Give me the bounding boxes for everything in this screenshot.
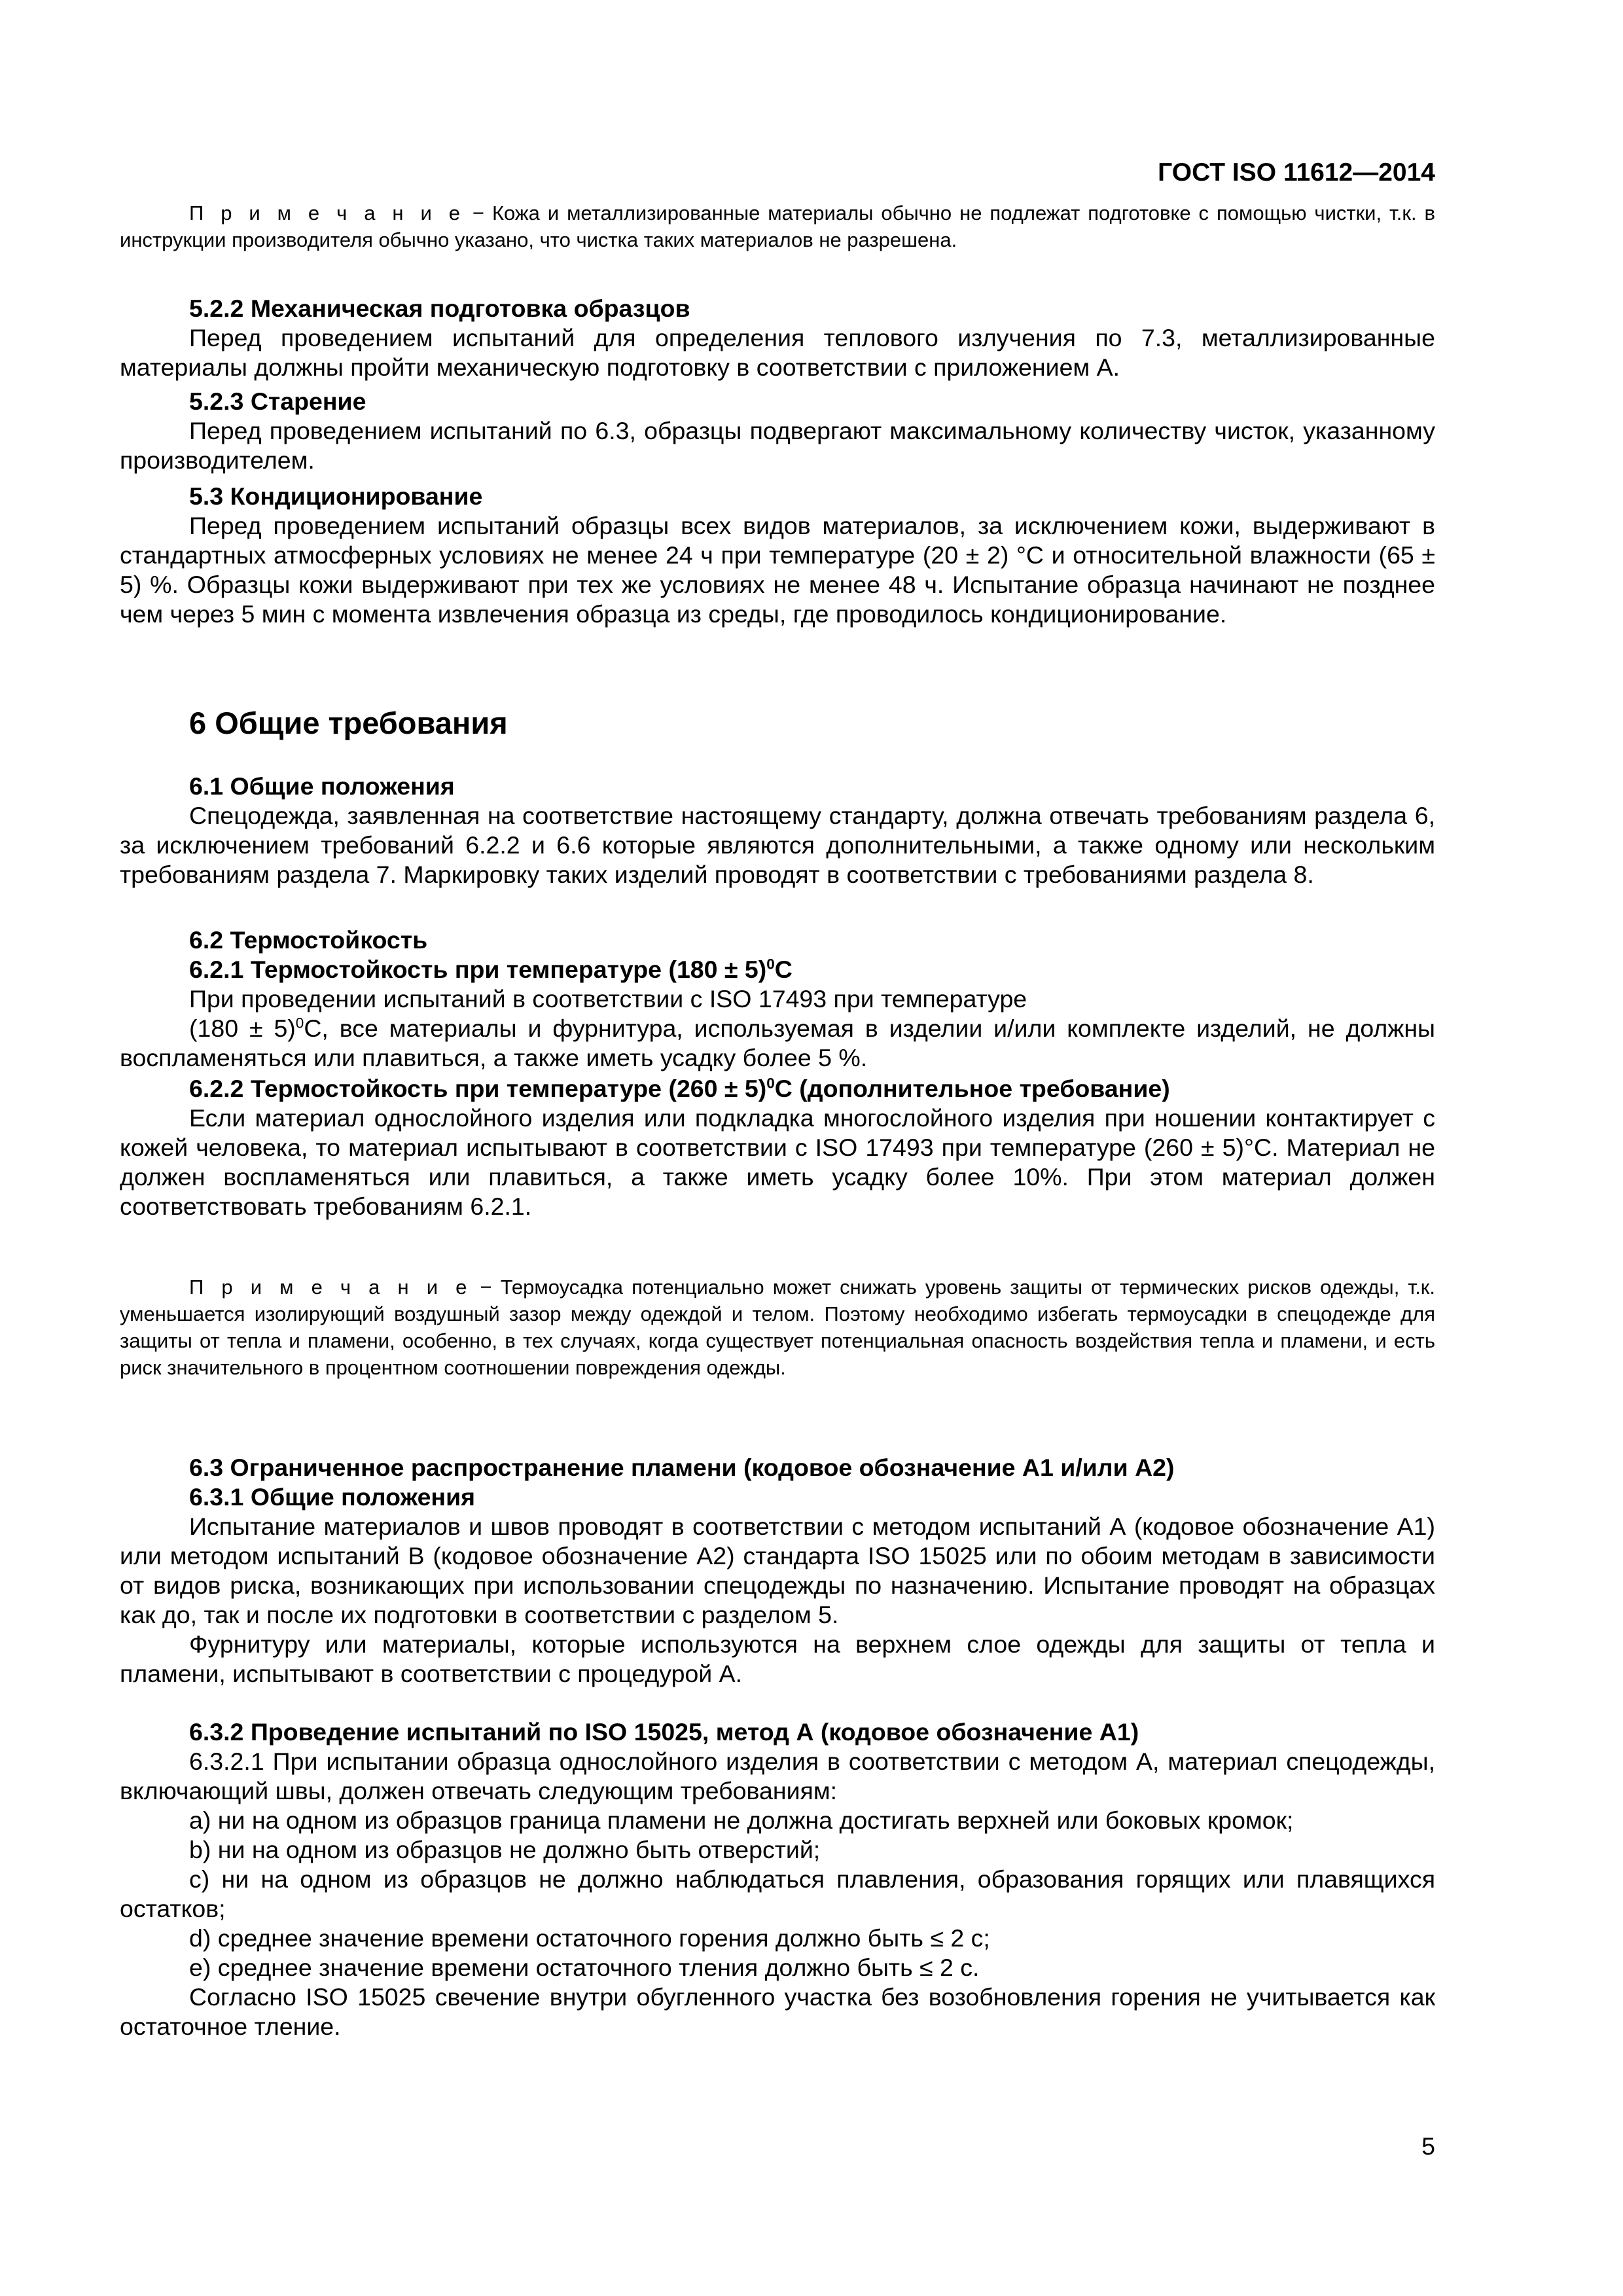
note-1 (120, 200, 1435, 253)
section-heading-6-3-1: 6.3.1 Общие положения (189, 1483, 476, 1511)
paragraph-line: При проведении испытаний в соответствии с ISO 17493 при температуре (189, 985, 1027, 1013)
chapter-heading: 6 Общие требования (189, 706, 508, 740)
section-heading-6-2-1: 6.2.1 Термостойкость при температуре $(180 \pm 5)^0С$ (189, 956, 793, 983)
document-header: ГОСТ ISO 11612—2014 (1158, 158, 1435, 187)
section-6 (120, 704, 1435, 743)
page-number: 5 (1421, 2132, 1435, 2160)
paragraph: $(180 \pm 5)^0С$, все материалы и фурнитура, используемая в изделии и/или комплекте изделий, не должны воспламеняться или плавиться, а также иметь усадку более 5 %. (120, 1014, 1435, 1071)
note-2 (120, 1274, 1435, 1381)
section-heading: 6.2 Термостойкость (189, 926, 428, 954)
section-heading: 5.2.3 Старение (189, 387, 366, 415)
paragraph: Перед проведением испытаний по 6.3, образцы подвергают максимальному количеству чисток, указанному производителем. (120, 417, 1435, 474)
section-heading: 5.3 Кондиционирование (189, 482, 483, 510)
section-6-2 (120, 925, 1435, 1073)
paragraph: Согласно ISO 15025 свечение внутри обугленного участка без возобновления горения не учитывается как остаточное тление. (120, 1983, 1435, 2040)
paragraph: Перед проведением испытаний для определения теплового излучения по 7.3, металлизированные материалы должны пройти механическую подготовку в соответствии с приложением А. (120, 324, 1435, 381)
note-label: П р и м е ч а н и е (189, 202, 465, 224)
section-5-2-2 (120, 294, 1435, 382)
section-heading: 5.2.2 Механическая подготовка образцов (189, 295, 690, 322)
section-heading: 6.3 Ограниченное распространение пламени (кодовое обозначение А1 и/или А2) (189, 1454, 1175, 1481)
section-heading: 6.1 Общие положения (189, 772, 455, 800)
note-label: П р и м е ч а н и е (189, 1276, 472, 1299)
section-5-3 (120, 482, 1435, 629)
section-heading: 6.2.2 Термостойкость при температуре $(260 \pm 5)^0С$ (дополнительное требование) (189, 1075, 1170, 1102)
section-heading: 6.3.2 Проведение испытаний по ISO 15025, метод А (кодовое обозначение А1) (189, 1718, 1139, 1746)
section-6-3-2 (120, 1717, 1435, 2041)
list-item: b) ни на одном из образцов не должно быть отверстий; (189, 1836, 821, 1863)
list-item: a) ни на одном из образцов граница пламени не должна достигать верхней или боковых кромок; (189, 1806, 1294, 1834)
note-text: − Термоусадка потенциально может снижать уровень защиты от термических рисков одежды, т.к. уменьшается изолирующий воздушный зазор между одеждой и телом. Поэтому необходимо избегать термоусадки в спецодежде для защиты от тепла и пламени, особенно, в тех случаях, когда существует потенциальная опасность воздействия тепла и пламени, и есть риск значительного в процентном соотношении повреждения одежды. (120, 1276, 1435, 1379)
list-item: d) среднее значение времени остаточного горения должно быть ≤ 2 с; (189, 1924, 990, 1952)
section-5-2-3 (120, 387, 1435, 475)
paragraph: Фурнитуру или материалы, которые используются на верхнем слое одежды для защиты от тепла и пламени, испытывают в соответствии с процедурой А. (120, 1630, 1435, 1687)
paragraph: Если материал однослойного изделия или подкладка многослойного изделия при ношении контактирует с кожей человека, то материал испытывают в соответствии с ISO 17493 при температуре (260 ± 5)°С. Материал не должен воспламеняться или плавиться, а также иметь усадку более 10%. При этом материал должен соответствовать требованиям 6.2.1. (120, 1104, 1435, 1220)
paragraph: Испытание материалов и швов проводят в соответствии с методом испытаний А (кодовое обозначение А1) или методом испытаний В (кодовое обозначение А2) стандарта ISO 15025 или по обоим методам в зависимости от видов риска, возникающих при использовании спецодежды по назначению. Испытание проводят на образцах как до, так и после их подготовки в соответствии с разделом 5. (120, 1513, 1435, 1628)
note-text: − Кожа и металлизированные материалы обычно не подлежат подготовке с помощью чистки, т.к. в инструкции производителя обычно указано, что чистка таких материалов не разрешена. (120, 202, 1435, 251)
list-item: c) ни на одном из образцов не должно наблюдаться плавления, образования горящих или плавящихся остатков; (120, 1865, 1435, 1922)
paragraph: Перед проведением испытаний образцы всех видов материалов, за исключением кожи, выдерживают в стандартных атмосферных условиях не менее 24 ч при температуре (20 ± 2) °С и относительной влажности (65 ± 5) %. Образцы кожи выдерживают при тех же условиях не менее 48 ч. Испытание образца начинают не позднее чем через 5 мин с момента извлечения образца из среды, где проводилось кондиционирование. (120, 512, 1435, 628)
list-item: e) среднее значение времени остаточного тления должно быть ≤ 2 с. (189, 1954, 980, 1981)
section-6-1 (120, 772, 1435, 889)
paragraph: 6.3.2.1 При испытании образца однослойного изделия в соответствии с методом А, материал спецодежды, включающий швы, должен отвечать следующим требованиям: (120, 1748, 1435, 1804)
section-6-2-2 (120, 1074, 1435, 1221)
section-6-3 (120, 1453, 1435, 1689)
paragraph: Спецодежда, заявленная на соответствие настоящему стандарту, должна отвечать требованиям раздела 6, за исключением требований 6.2.2 и 6.6 которые являются дополнительными, а также одному или нескольким требованиям раздела 7. Маркировку таких изделий проводят в соответствии с требованиями раздела 8. (120, 802, 1435, 888)
